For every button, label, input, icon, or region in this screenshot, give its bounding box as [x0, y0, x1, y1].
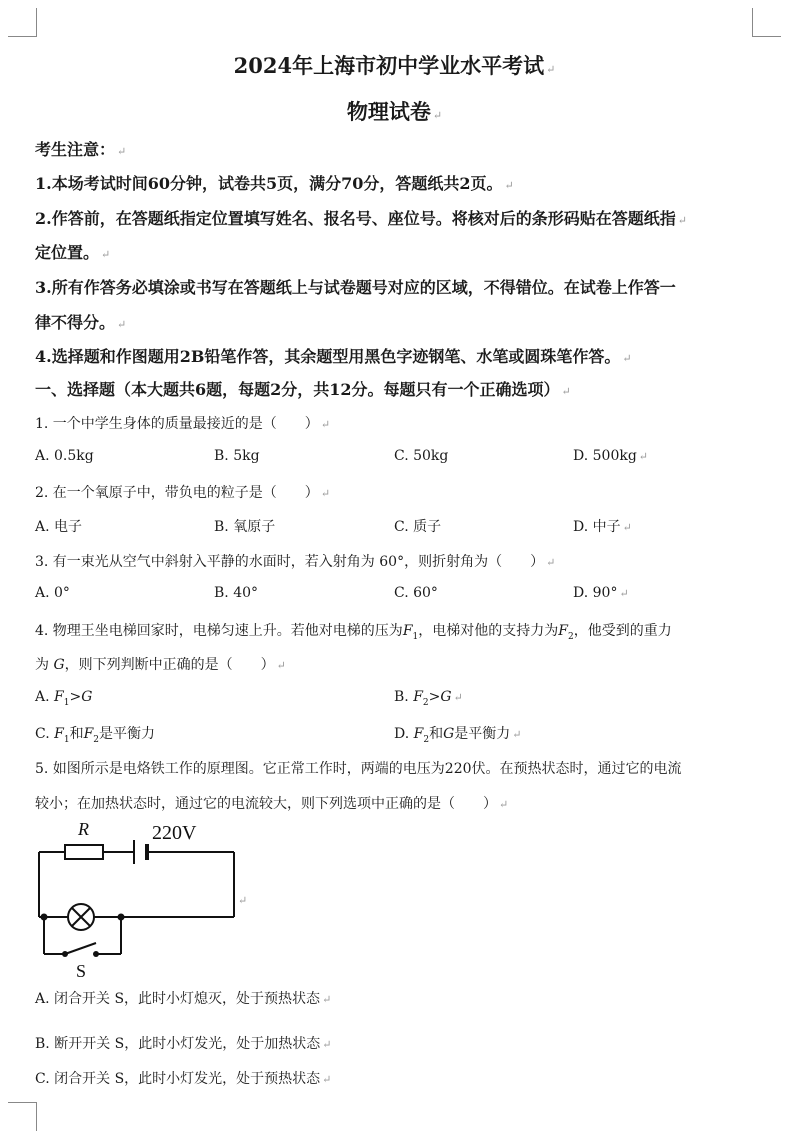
question-4-option-c: C. $F_1$和$F_2$是平衡力 [35, 726, 156, 745]
junction-dot-right [118, 914, 125, 921]
question-1-option-c: C. 50kg [394, 448, 449, 464]
notice-item-4: 4.选择题和作图题用2B铅笔作答，其余题型用黑色字迹钢笔、水笔或圆珠笔作答。 ↵ [35, 347, 632, 366]
voltage-label: 220V [152, 822, 197, 844]
question-2-option-a: A. 电子 [35, 519, 83, 535]
corner-mark-top-right [752, 8, 781, 37]
question-5-option-b: B. 断开开关 S，此时小灯发光，处于加热状态 ↵ [35, 1036, 332, 1052]
exam-subtitle: 物理试卷 ↵ [346, 99, 443, 124]
resistor-symbol [65, 845, 103, 859]
switch-label: S [76, 961, 87, 980]
question-4-option-b: B. $F_2>G$ ↵ [394, 689, 463, 708]
switch-contact-left [62, 951, 68, 957]
battery-symbol [134, 840, 147, 864]
question-1-option-d: D. 500kg ↵ [573, 448, 649, 464]
circuit-wires [39, 852, 234, 954]
question-2-stem: 2. 在一个氧原子中，带负电的粒子是（ ） ↵ [35, 485, 331, 501]
question-5-option-c: C. 闭合开关 S，此时小灯发光，处于预热状态 ↵ [35, 1071, 332, 1087]
section1-heading: 一、选择题（本大题共6题，每题2分，共12分。每题只有一个正确选项） ↵ [35, 380, 571, 399]
question-5-option-a: A. 闭合开关 S，此时小灯熄灭，处于预热状态 ↵ [35, 991, 332, 1007]
corner-mark-top-left [8, 8, 37, 37]
question-3-option-c: C. 60° [394, 585, 438, 601]
question-3-stem: 3. 有一束光从空气中斜射入平静的水面时，若入射角为 60°，则折射角为（ ） ↵ [35, 554, 556, 570]
question-5-stem-line-2: 较小；在加热状态时，通过它的电流较大，则下列选项中正确的是（ ） ↵ [35, 796, 509, 812]
question-2-option-c: C. 质子 [394, 519, 442, 535]
question-3-option-a: A. 0° [35, 585, 70, 601]
paragraph-mark: ↵ [238, 894, 248, 907]
question-1-option-a: A. 0.5kg [35, 448, 94, 464]
question-3-option-d: D. 90° ↵ [573, 585, 629, 601]
question-2-option-b: B. 氧原子 [214, 519, 276, 535]
resistor-label: R [78, 819, 89, 839]
notice-heading: 考生注意： ↵ [35, 140, 127, 159]
notice-item-2-line-1: 2.作答前，在答题纸指定位置填写姓名、报名号、座位号。将核对后的条形码贴在答题纸指 ↵ [35, 209, 687, 228]
question-4-stem-line-2: 为 G，则下列判断中正确的是（ ） ↵ [35, 657, 286, 673]
lamp-symbol [68, 904, 94, 930]
question-2-option-d: D. 中子 ↵ [573, 519, 632, 535]
junction-dot-left [41, 914, 48, 921]
question-5-stem-line-1: 5. 如图所示是电烙铁工作的原理图。它正常工作时，两端的电压为220伏。在预热状态时，通过它的电流 [35, 761, 682, 777]
notice-item-3-line-2: 律不得分。 ↵ [35, 313, 127, 332]
question-1-stem: 1. 一个中学生身体的质量最接近的是（ ） ↵ [35, 416, 331, 432]
question-4-stem-line-1: 4. 物理王坐电梯回家时，电梯匀速上升。若他对电梯的压为$F_1$，电梯对他的支持力为$F_2$，他受到的重力 [35, 623, 672, 642]
notice-item-1: 1.本场考试时间60分钟，试卷共5页，满分70分，答题纸共2页。 ↵ [35, 174, 514, 193]
question-4-option-a: A. $F_1>G$ [35, 689, 93, 708]
notice-item-3-line-1: 3.所有作答务必填涂或书写在答题纸上与试卷题号对应的区域，不得错位。在试卷上作答一 [35, 278, 676, 297]
question-1-option-b: B. 5kg [214, 448, 260, 464]
corner-mark-bottom-left [8, 1102, 37, 1131]
circuit-diagram [30, 815, 260, 980]
switch-contact-right [93, 951, 99, 957]
question-4-option-d: D. $F_2$和G是平衡力 ↵ [394, 726, 522, 745]
notice-item-2-line-2: 定位置。 ↵ [35, 243, 111, 262]
exam-title: 2024年上海市初中学业水平考试 ↵ [233, 53, 556, 78]
question-3-option-b: B. 40° [214, 585, 259, 601]
